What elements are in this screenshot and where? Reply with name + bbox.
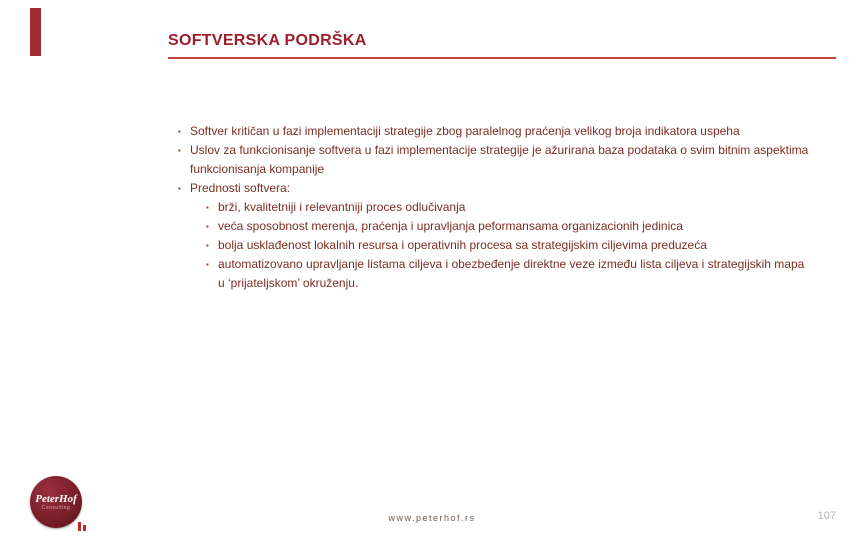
logo-subtitle: Consulting: [41, 504, 71, 511]
title-underline: [168, 57, 836, 59]
list-item: [206, 236, 810, 255]
bullet-icon: ▪: [206, 241, 209, 250]
page-title: SOFTVERSKA PODRŠKA: [168, 32, 367, 49]
bullet-icon: ▪: [178, 127, 181, 136]
slide-accent-bar: [30, 8, 41, 56]
peterhof-logo: [30, 476, 100, 536]
bullet-icon: ▪: [206, 203, 209, 212]
logo-bars-icon: [78, 522, 86, 531]
bullet-text: automatizovano upravljanje listama ciljeva i obezbeđenje direktne veze između lista ciljeva i strategijskih mapa u ‘prijateljskom’ okruženju.: [218, 257, 805, 290]
page-number: 107: [817, 510, 836, 522]
logo-title: PeterHof: [35, 492, 77, 505]
footer-url: www.peterhof.rs: [388, 513, 476, 523]
list-item: [178, 141, 810, 179]
bullet-text: bolja usklađenost lokalnih resursa i operativnih procesa sa strategijskim ciljevima preduzeća: [218, 238, 707, 252]
list-item: [206, 217, 810, 236]
bullet-text: Softver kritičan u fazi implementaciji strategije zbog paralelnog praćenja velikog broja indikatora uspeha: [190, 124, 740, 138]
bullet-icon: ▪: [178, 184, 181, 193]
title-block: [168, 32, 836, 59]
bullet-list: [178, 122, 810, 293]
list-item: [178, 122, 810, 141]
bullet-icon: ▪: [178, 146, 181, 155]
list-item: [178, 179, 810, 198]
list-item: [206, 255, 810, 293]
bullet-text: brži, kvalitetniji i relevantniji proces odlučivanja: [218, 200, 466, 214]
bullet-icon: ▪: [206, 260, 209, 269]
bullet-text: Prednosti softvera:: [190, 181, 291, 195]
bullet-text: veća sposobnost merenja, praćenja i upravljanja peformansama organizacionih jedinica: [218, 219, 683, 233]
bullet-text: Uslov za funkcionisanje softvera u fazi implementacije strategije je ažurirana baza podataka o svim bitnim aspektima funkcionisanja kompanije: [190, 143, 809, 176]
bullet-icon: ▪: [206, 222, 209, 231]
list-item: [206, 198, 810, 217]
